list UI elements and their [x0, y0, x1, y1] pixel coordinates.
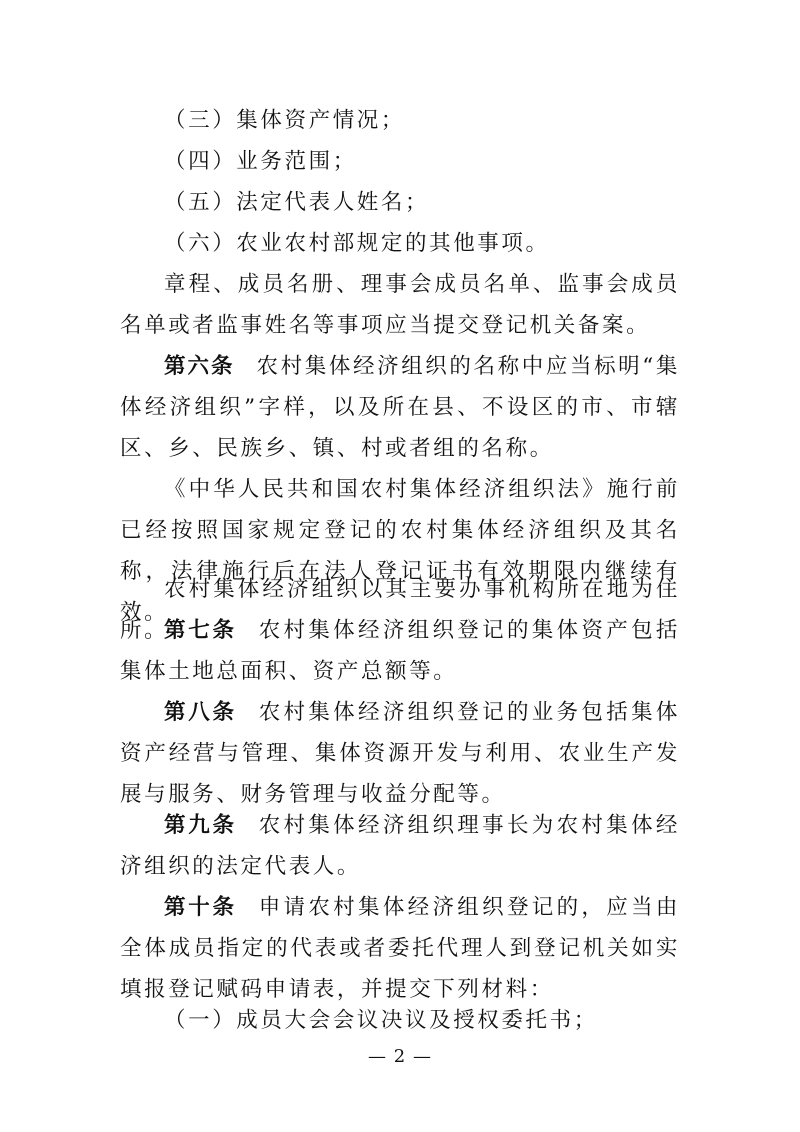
paragraph-transition: 《中华人民共和国农村集体经济组织法》施行前已经按照国家规定登记的农村集体经济组织及其名称，法律施行后在法人登记证书有效期限内继续有效。: [120, 477, 680, 625]
paragraph-domicile: 农村集体经济组织以其主要办事机构所在地为住所。: [120, 577, 680, 643]
paragraph-filing: 章程、成员名册、理事会成员名单、监事会成员名单或者监事姓名等事项应当提交登记机关备案。: [120, 272, 680, 338]
article-nine-heading: 第九条: [164, 813, 237, 838]
article-ten-heading: 第十条: [164, 895, 237, 920]
item-one: （一）成员大会会议决议及授权委托书；: [164, 1008, 598, 1033]
article-seven-heading: 第七条: [164, 618, 237, 643]
article-six-heading: 第六条: [164, 354, 235, 379]
article-nine: 第九条 农村集体经济组织理事长为农村集体经济组织的法定代表人。: [120, 813, 680, 879]
article-ten: 第十条 申请农村集体经济组织登记的，应当由全体成员指定的代表或者委托代理人到登记机关如实填报登记赋码申请表，并提交下列材料：: [120, 895, 680, 1002]
article-seven: 第七条 农村集体经济组织登记的集体资产包括集体土地总面积、资产总额等。: [120, 618, 680, 684]
item-five: （五）法定代表人姓名；: [164, 190, 430, 215]
item-six: （六）农业农村部规定的其他事项。: [164, 231, 550, 256]
item-three: （三）集体资产情况；: [164, 108, 406, 133]
item-four: （四）业务范围；: [164, 149, 357, 174]
article-six: 第六条 农村集体经济组织的名称中应当标明“集体经济组织”字样，以及所在县、不设区的市、市辖区、乡、民族乡、镇、村或者组的名称。: [120, 354, 680, 461]
article-eight: 第八条 农村集体经济组织登记的业务包括集体资产经营与管理、集体资源开发与利用、农业生产发展与服务、财务管理与收益分配等。: [120, 700, 680, 807]
page-number: — 2 —: [368, 1046, 432, 1067]
article-eight-heading: 第八条: [164, 700, 237, 725]
